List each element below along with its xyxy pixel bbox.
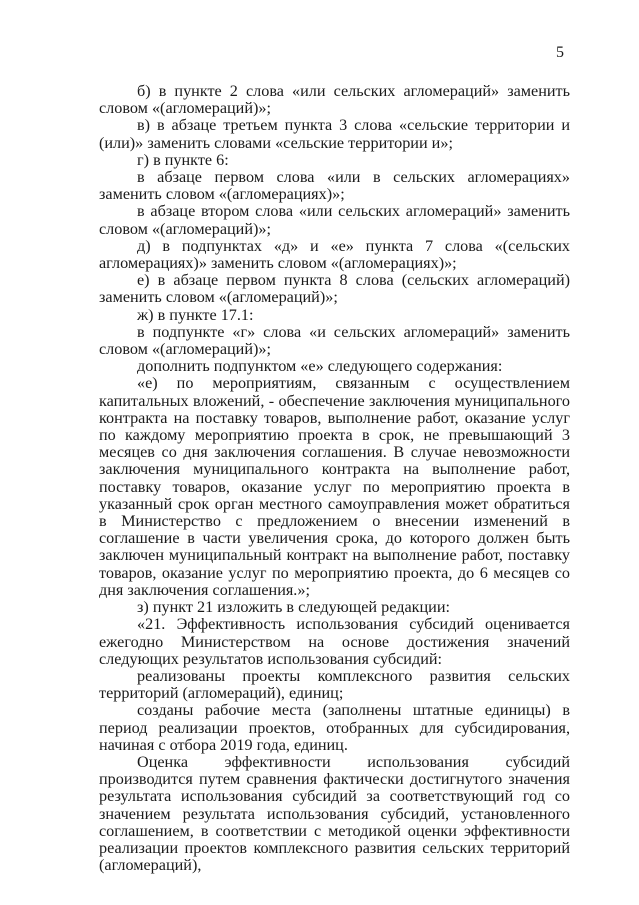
paragraph-b: б) в пункте 2 слова «или сельских агломераций» заменить словом «(агломераций)»;: [99, 82, 570, 118]
paragraph-evaluation: Оценка эффективности использования субсидий производится путем сравнения фактически достигнутого значения результата использования субсидий за соответствующий год со значением результата использования субсидий, установленного соглашением, в соответствии с методикой оценки эффективности реализации проектов комплексного развития сельских территорий (агломераций),: [99, 752, 570, 875]
page-number: 5: [556, 44, 564, 61]
paragraph-e: е) в абзаце первом пункта 8 слова (сельских агломераций) заменить словом «(агломераций)»;: [99, 271, 570, 307]
paragraph-zh-2: дополнить подпунктом «е» следующего содержания:: [137, 357, 503, 376]
document-body: [99, 83, 570, 874]
paragraph-zh-1: в подпункте «г» слова «и сельских агломераций» заменить словом «(агломераций)»;: [99, 322, 570, 359]
paragraph-d: д) в подпунктах «д» и «е» пункта 7 слова «(сельских агломерациях)» заменить словом «(агломерациях)»;: [99, 236, 570, 273]
paragraph-g-2: в абзаце втором слова «или сельских агломераций» заменить словом «(агломераций)»;: [99, 202, 570, 238]
paragraph-result-1: реализованы проекты комплексного развития сельских территорий (агломераций), единиц;: [99, 666, 570, 703]
paragraph-zh: ж) в пункте 17.1:: [137, 305, 254, 324]
paragraph-point-21: «21. Эффективность использования субсидий оценивается ежегодно Министерством на основе достижения значений следующих результатов использования субсидий:: [99, 615, 570, 668]
paragraph-z: з) пункт 21 изложить в следующей редакции:: [137, 598, 450, 617]
paragraph-g-1: в абзаце первом слова «или в сельских агломерациях» заменить словом «(агломерациях)»;: [99, 168, 570, 204]
paragraph-result-2: созданы рабочие места (заполнены штатные единицы) в период реализации проектов, отобранных для субсидирования, начиная с отбора 2019 года, единиц.: [99, 701, 570, 754]
paragraph-g: г) в пункте 6:: [137, 150, 229, 169]
paragraph-subpoint-e: «е) по мероприятиям, связанным с осуществлением капитальных вложений, - обеспечение заключения муниципального контракта на поставку товаров, выполнение работ, оказание услуг по каждому мероприятию проекта в срок, не превышающий 3 месяцев со дня заключения соглашения. В случае невозможности заключения муниципального контракта на выполнение работ, поставку товаров, оказание услуг по мероприятию проекта в указанный срок орган местного самоуправления может обратиться в Министерство с предложением о внесении изменений в соглашение в части увеличения срока, до которого должен быть заключен муниципальный контракт на выполнение работ, поставку товаров, оказание услуг по мероприятию проекта, до 6 месяцев со дня заключения соглашения.»;: [99, 374, 570, 599]
paragraph-v: в) в абзаце третьем пункта 3 слова «сельские территории и (или)» заменить словами «сельские территории и»;: [99, 116, 570, 152]
